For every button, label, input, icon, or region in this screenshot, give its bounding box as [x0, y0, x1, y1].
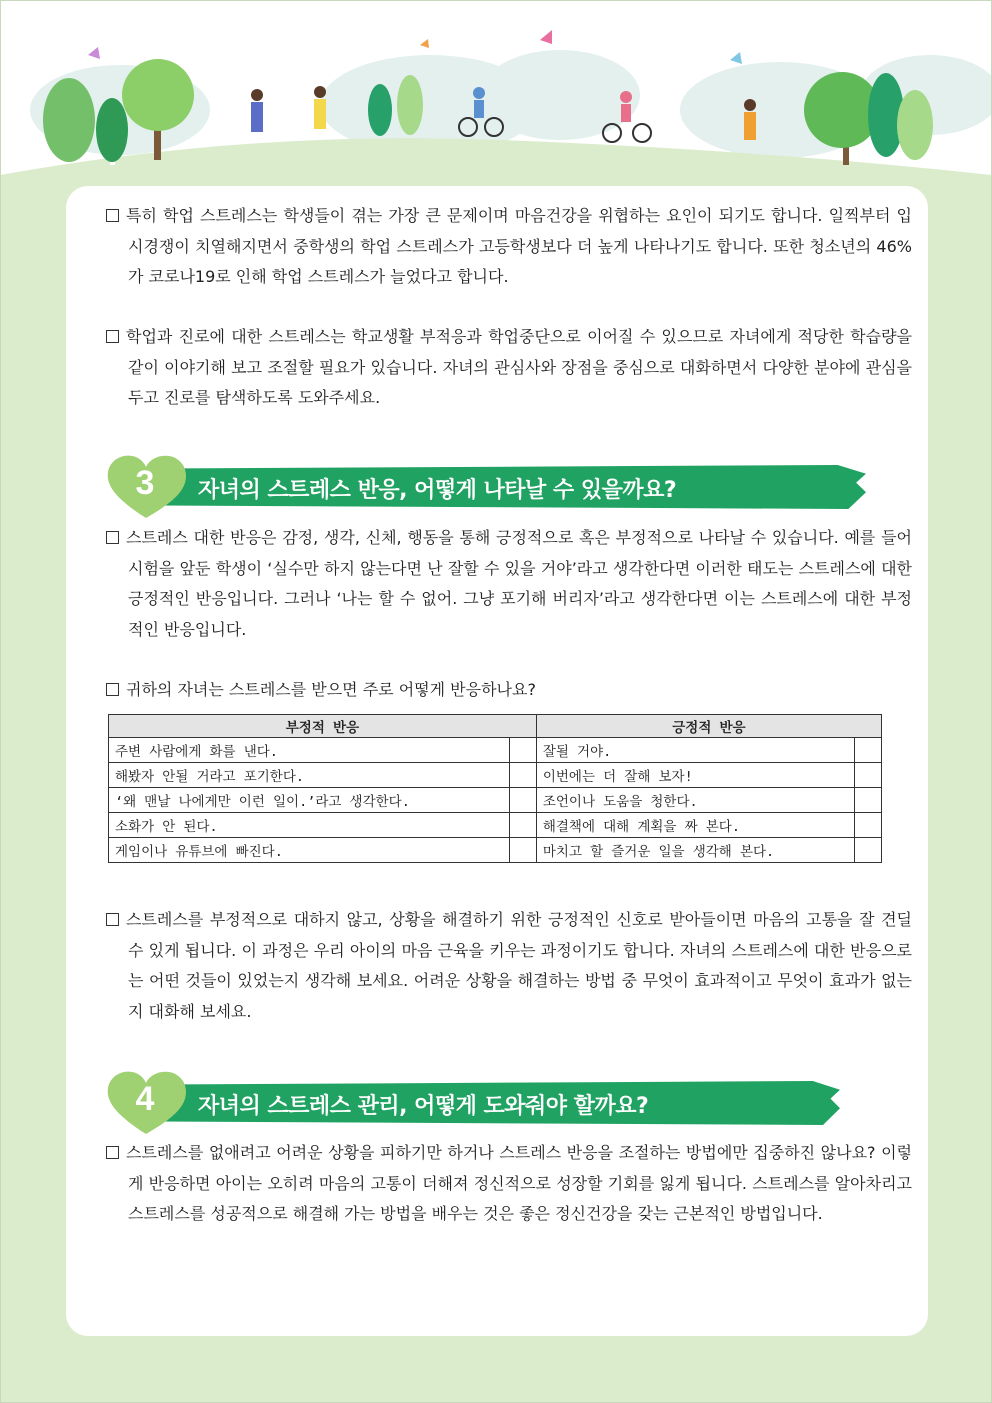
- check-cell[interactable]: [855, 738, 882, 763]
- check-cell[interactable]: [855, 838, 882, 863]
- checkbox-square: [106, 913, 119, 926]
- positive-item: 조언이나 도움을 청한다.: [536, 788, 854, 813]
- check-cell[interactable]: [855, 813, 882, 838]
- negative-item: ‘왜 맨날 나에게만 이런 일이.’라고 생각한다.: [109, 788, 510, 813]
- paragraph-stress-response: 스트레스 대한 반응은 감정, 생각, 신체, 행동을 통해 긍정적으로 혹은 부정적으로 나타날 수 있습니다. 예를 들어 시험을 앞둔 학생이 ‘실수만 하지 않는다면 난 잘할 수 있을 거야’라고 생각한다면 이러한 태도는 스트레스에 대한 긍정적인 반응입니다. 그러나 ‘나는 할 수 없어. 그냥 포기해 버리자’라고 생각한다면 이는 스트레스에 대한 부정적인 반응입니다.: [106, 523, 912, 645]
- positive-item: 마치고 할 즐거운 일을 생각해 본다.: [536, 838, 854, 863]
- checkbox-square: [106, 330, 119, 343]
- paragraph-career-stress: 학업과 진로에 대한 스트레스는 학교생활 부적응과 학업중단으로 이어질 수 있으므로 자녀에게 적당한 학습량을 같이 이야기해 보고 조절할 필요가 있습니다. 자녀의 관심사와 장점을 중심으로 대화하면서 다양한 분야에 관심을 두고 진로를 탐색하도록 도와주세요.: [106, 322, 912, 414]
- table-row: [109, 838, 882, 863]
- table-row: [109, 738, 882, 763]
- check-cell[interactable]: [509, 813, 536, 838]
- checkbox-square: [106, 1146, 119, 1159]
- check-cell[interactable]: [855, 788, 882, 813]
- negative-item: 소화가 안 된다.: [109, 813, 510, 838]
- negative-item: 게임이나 유튜브에 빠진다.: [109, 838, 510, 863]
- positive-item: 이번에는 더 잘해 보자!: [536, 763, 854, 788]
- paragraph-positive-signal: 스트레스를 부정적으로 대하지 않고, 상황을 해결하기 위한 긍정적인 신호로 받아들이면 마음의 고통을 잘 견딜 수 있게 됩니다. 이 과정은 우리 아이의 마음 근육을 키우는 과정이기도 합니다. 자녀의 스트레스에 대한 반응으로는 어떤 것들이 있었는지 생각해 보세요. 어려운 상황을 해결하는 방법 중 무엇이 효과적이고 무엇이 효과가 없는지 대화해 보세요.: [106, 905, 912, 1027]
- positive-item: 잘될 거야.: [536, 738, 854, 763]
- heading-title: 자녀의 스트레스 반응, 어떻게 나타날 수 있을까요?: [198, 478, 677, 503]
- question-text: 귀하의 자녀는 스트레스를 받으면 주로 어떻게 반응하나요?: [106, 675, 890, 706]
- section-heading-3: [106, 454, 866, 516]
- heading-title: 자녀의 스트레스 관리, 어떻게 도와줘야 할까요?: [198, 1094, 649, 1119]
- negative-header: 부정적 반응: [109, 715, 537, 738]
- checkbox-square: [106, 209, 119, 222]
- checkbox-square: [106, 683, 119, 696]
- negative-item: 해봤자 안될 거라고 포기한다.: [109, 763, 510, 788]
- header-illustration: [0, 0, 992, 210]
- check-cell[interactable]: [509, 788, 536, 813]
- check-cell[interactable]: [509, 738, 536, 763]
- positive-item: 해결책에 대해 계획을 짜 본다.: [536, 813, 854, 838]
- heading-number: 3: [135, 464, 155, 502]
- positive-header: 긍정적 반응: [536, 715, 881, 738]
- section-heading-4: [106, 1070, 866, 1132]
- table-row: [109, 813, 882, 838]
- table-row: [109, 788, 882, 813]
- paragraph-stress-management: 스트레스를 없애려고 어려운 상황을 피하기만 하거나 스트레스 반응을 조절하는 방법에만 집중하진 않나요? 이렇게 반응하면 아이는 오히려 마음의 고통이 더해져 정신적으로 성장할 기회를 잃게 됩니다. 스트레스를 알아차리고 스트레스를 성공적으로 해결해 가는 방법을 배우는 것은 좋은 정신건강을 갖는 근본적인 방법입니다.: [106, 1138, 912, 1230]
- checkbox-square: [106, 531, 119, 544]
- paragraph-academic-stress: 특히 학업 스트레스는 학생들이 겪는 가장 큰 문제이며 마음건강을 위협하는 요인이 되기도 합니다. 일찍부터 입시경쟁이 치열해지면서 중학생의 학업 스트레스가 고등학생보다 더 높게 나타나기도 합니다. 또한 청소년의 46%가 코로나19로 인해 학업 스트레스가 늘었다고 합니다.: [106, 201, 912, 293]
- check-cell[interactable]: [509, 838, 536, 863]
- response-table: [108, 714, 882, 863]
- check-cell[interactable]: [855, 763, 882, 788]
- heading-number: 4: [135, 1080, 155, 1118]
- negative-item: 주변 사람에게 화를 낸다.: [109, 738, 510, 763]
- table-row: [109, 763, 882, 788]
- check-cell[interactable]: [509, 763, 536, 788]
